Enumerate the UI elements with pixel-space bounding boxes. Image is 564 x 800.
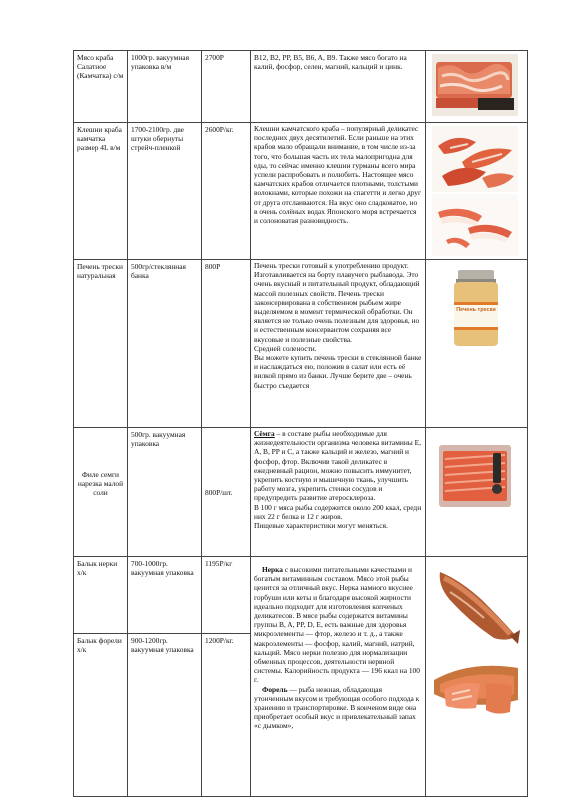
product-description [251,565,425,796]
table-border [73,796,528,797]
description-lead: Нерка [262,565,283,574]
smoked-trout-photo [430,650,522,722]
product-name: Клешни краба камчатка размер 4L в/м [77,125,122,153]
description-paragraph [254,429,422,503]
product-price: 2700Р [205,53,224,62]
crab-claw-meat-photo [432,194,518,256]
description-lead: Форель [262,684,288,694]
description-paragraph: В 100 г мяса рыбы содержится около 200 ккал, среди них 22 г белка и 12 г жиров. [254,502,422,521]
description-paragraph [254,565,422,685]
product-description [251,53,425,121]
product-pack: 1000гр. вакуумная упаковка в/м [131,53,189,72]
product-pack: 700-1000гр. вакуумная упаковка [131,559,194,578]
product-name: Балык нерки х/к [77,559,118,578]
description-text: – в составе рыбы необходимые для жизнедеятельности организма человека витамины E, A, B, PP и C, а также кальций и железо, магний и фосфор, фтор. Включив такой деликатес в ежедневный рацион, можно повысить иммунитет, укрепить костную и мышечную ткань, улучшить работу мозга, укрепить стенки сосудов и предупредить развитие атеросклероза. [254,429,421,503]
description-text: — рыба нежная, обладающая утонченным вкусом и требующая особого подхода к хранению и транспортировке. В конченом виде она приобретает особый вкус и привлекательный запах «с дымком», [254,684,420,731]
product-description [251,124,425,259]
product-price: 2600Р/кг. [205,125,234,134]
product-price: 1200Р/кг. [205,636,234,645]
product-price: 800Р/шт. [205,488,233,497]
product-pack: 900-1200гр. вакуумная упаковка [131,636,194,655]
cod-liver-jar-photo [446,268,506,348]
product-name: Мясо краба Салатное (Камчатка) с/м [77,53,124,81]
smoked-fish-photo [430,566,522,646]
product-description [251,261,425,427]
product-description [251,429,425,556]
product-name: Балык форели х/к [77,636,122,655]
jar-label: Печень трески [456,307,496,313]
crab-meat-photo [432,54,518,116]
description-paragraph [254,685,422,731]
product-name: Филе семги нарезка малой соли [77,470,124,498]
table-border [425,50,426,797]
description-paragraph: Вы можете купить печень трески в стеклянной банке и наслаждаться ею, положив в салат или есть её вилкой прямо из банки. Лучше берите две – очень быстро съедается [254,353,422,390]
description-text: с высокими питательными качествами и богатым витаминным составом. Мясо этой рыбы ценится за отличный вкус. Нерка намного вкуснее горбуши или кеты и благодаря высокой жирности идеально подходит для изготовления копченых деликатесов. В мясе рыбы содержатся витамины группы B, A, PP, D, E, есть важные для здоровья микроэлементы — фтор, железо и т. д., а также макроэлементы — фосфор, калий, магний, натрий, кальций. Мясо нерки полезно для нормализации обменных процессов, деятельности нервной системы. Калорийность продукта — 196 ккал на 100 г. [254,565,420,685]
product-name: Печень трески натуральная [77,262,123,281]
product-pack: 500гр/стеклянная банка [131,262,186,281]
description-paragraph: Печень трески готовый к употреблению продукт. Изготавливается на борту плавучего рыбзавода. Это очень вкусный и питательный продукт, обладающий массой полезных свойств. Печень трески законсервирована в собственном рыбьем жире выделяемом в момент термической обработки. Он является не только очень полезным для здоровья, но и естественным консервантом сохраняя все вкусовые и полезные свойства. [254,261,420,344]
description-lead: Сёмга [254,429,275,438]
product-pack: 500гр. вакуумная упаковка [131,430,186,449]
table-border [527,50,528,797]
description-paragraph: Клешни камчатского краба – популярный деликатес последних двух десятилетий. Если раньше на этих крабов мало обращали внимание, в том числе из-за того, что большая часть их тела малопригодна для еды, то сейчас именно клешни гурманы всего мира успели распробовать и полюбить. Настоящее мясо камчатских крабов отличается плотными, толстыми волокнами, которые похожи на спагетти и легко друг от друга отслаиваются. На вкус оно сладковатое, но в очень солёных водах Японского моря встречается и солоноватая разновидность. [254,124,422,226]
product-price: 800Р [205,262,221,271]
crab-claws-photo [432,126,518,192]
product-pack: 1700-2100гр. две штуки обернуты стрейч-пленкой [131,125,184,153]
product-price: 1195Р/кг [205,559,233,568]
description-paragraph: Средней солености. [254,343,317,353]
description-paragraph: Пищевые характеристики могут меняться. [254,521,388,531]
salmon-fillet-photo [433,437,517,517]
description-paragraph: B12, B2, PP, B5, B6, A, B9. Также мясо богато на калий, фосфор, селен, магний, кальций и цинк. [254,53,407,72]
